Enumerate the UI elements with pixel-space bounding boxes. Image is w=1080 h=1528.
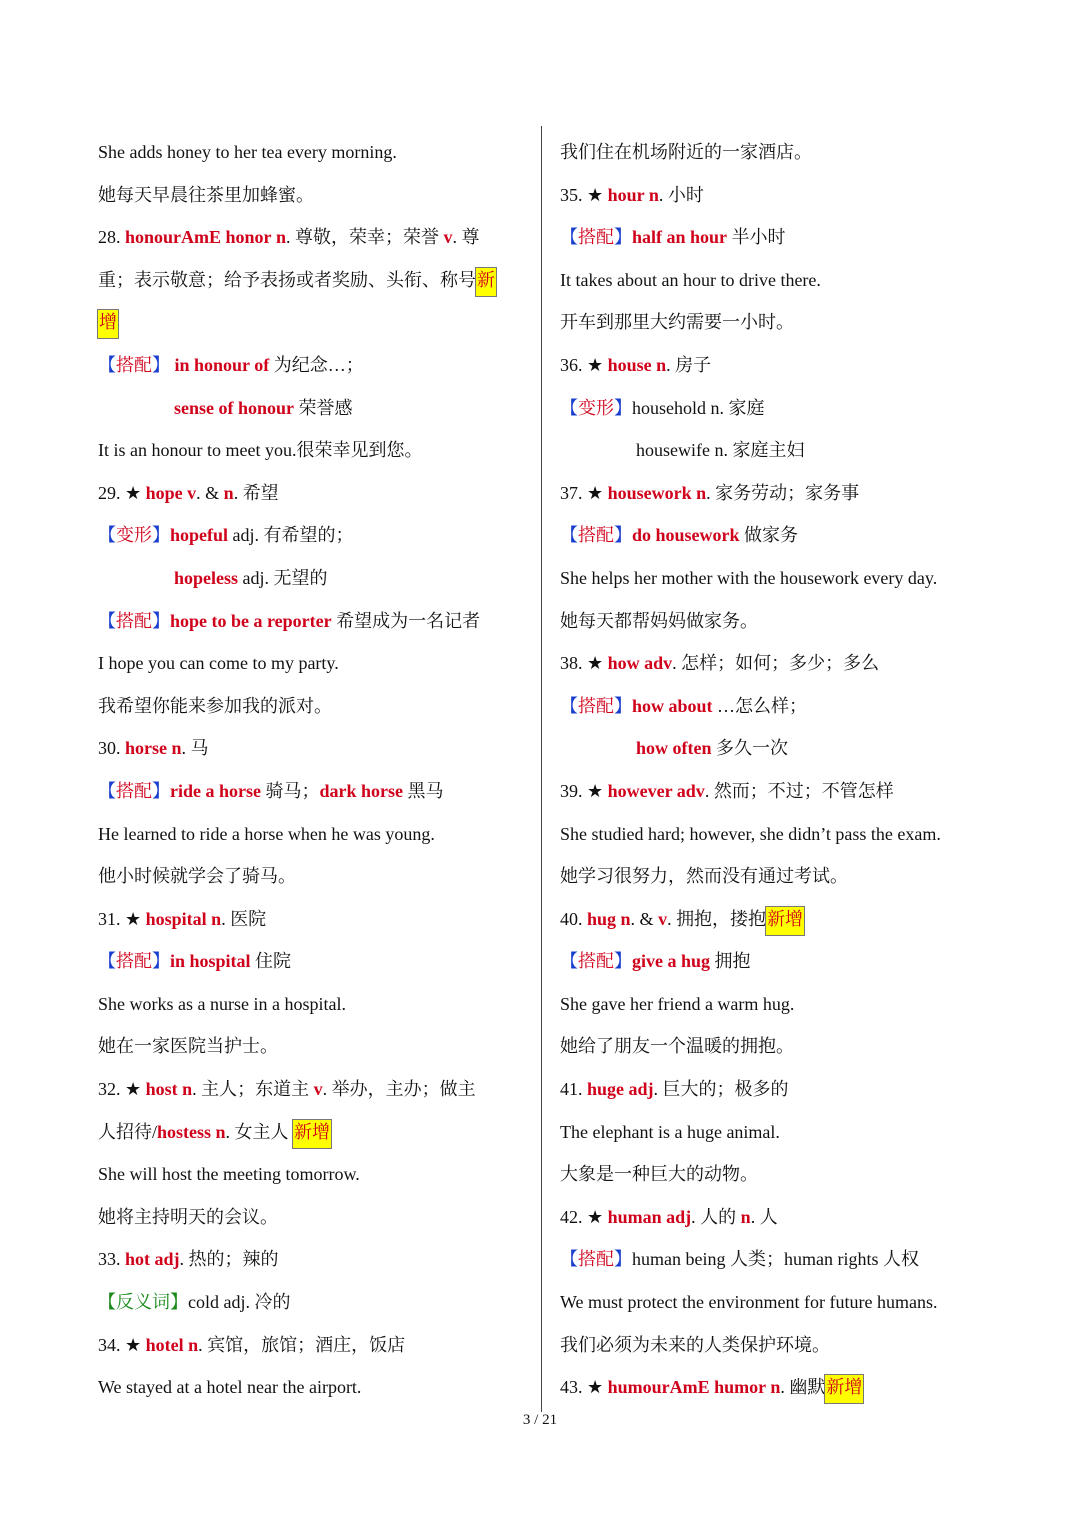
entry-28: 28. honourAmE honor n. 尊敬，荣幸；荣誉 v. 尊 [98, 227, 480, 248]
headword: however adv [607, 780, 705, 801]
collocation: 【搭配】how about …怎么样； [560, 695, 808, 716]
example-sentence: She adds honey to her tea every morning. [98, 142, 397, 162]
entry-28-cont2 [98, 301, 526, 344]
collocation: 【搭配】human being 人类；human rights 人权 [560, 1249, 919, 1270]
example-translation: 大象是一种巨大的动物。 [560, 1164, 758, 1185]
new-badge: 新 [476, 268, 496, 296]
collocation: 【搭配】in hospital 住院 [98, 951, 292, 972]
entry-42: 42. ★ human adj. 人的 n. 人 [560, 1206, 778, 1227]
headword: horse n [125, 738, 182, 759]
example-sentence: It is an honour to meet you.很荣幸见到您。 [98, 440, 423, 461]
headword: hospital n [145, 908, 222, 929]
variant: hopeless adj. 无望的 [174, 567, 328, 588]
example-sentence: She will host the meeting tomorrow. [98, 1164, 360, 1185]
example-translation: 她给了朋友一个温暖的拥抱。 [560, 1036, 794, 1057]
example-sentence: I hope you can come to my party. [98, 653, 339, 674]
entry-31: 31. ★ hospital n. 医院 [98, 908, 267, 929]
collocation: 【搭配】ride a horse 骑马；dark horse 黑马 [98, 780, 444, 801]
example-translation: 我希望你能来参加我的派对。 [98, 695, 332, 716]
example-translation: 她学习很努力，然而没有通过考试。 [560, 866, 848, 887]
headword: hour n [607, 184, 659, 205]
variant: 【变形】hopeful adj. 有希望的； [98, 525, 354, 546]
entry-43: 43. ★ humourAmE humor n. 幽默新增 [560, 1366, 1000, 1409]
headword: huge adj [587, 1079, 654, 1100]
headword: house n [607, 354, 667, 375]
entry-30: 30. horse n. 马 [98, 738, 209, 759]
example-sentence: She studied hard; however, she didn’t pass the exam. [560, 823, 941, 844]
new-badge: 新增 [825, 1375, 863, 1403]
collocation: 【搭配】half an hour 半小时 [560, 227, 786, 248]
new-badge: 新增 [293, 1120, 331, 1148]
example-translation: 她在一家医院当护士。 [98, 1036, 278, 1057]
example-translation: 他小时候就学会了骑马。 [98, 866, 296, 887]
collocation: how often 多久一次 [636, 738, 788, 759]
entry-37: 37. ★ housework n. 家务劳动；家务事 [560, 482, 860, 503]
headword: hot adj [125, 1249, 180, 1270]
entry-38: 38. ★ how adv. 怎样；如何；多少；多么 [560, 653, 880, 674]
entry-28-cont: 重；表示敬意；给予表扬或者奖励、头衔、称号新 [98, 259, 526, 302]
right-column [560, 131, 1000, 1409]
headword: human adj [607, 1206, 692, 1227]
new-badge: 增 [98, 310, 118, 338]
column-divider [541, 126, 542, 1412]
collocation: 【搭配】hope to be a reporter 希望成为一名记者 [98, 610, 481, 631]
example-sentence: The elephant is a huge animal. [560, 1121, 780, 1142]
entry-32-cont: 人招待/hostess n. 女主人 新增 [98, 1111, 526, 1154]
entry-35: 35. ★ hour n. 小时 [560, 184, 704, 205]
variant: housewife n. 家庭主妇 [636, 440, 805, 461]
entry-32: 32. ★ host n. 主人；东道主 v. 举办，主办；做主 [98, 1079, 476, 1100]
antonym: 【反义词】cold adj. 冷的 [98, 1292, 291, 1313]
entry-40: 40. hug n. & v. 拥抱，搂抱新增 [560, 898, 1000, 941]
headword: hope v [145, 482, 197, 503]
collocation: 【搭配】give a hug 拥抱 [560, 951, 751, 972]
headword: housework n [607, 482, 707, 503]
page-number: 3 / 21 [522, 1412, 558, 1428]
left-column [98, 131, 526, 1409]
headword: humourAmE humor n [607, 1377, 781, 1398]
headword: host n [145, 1079, 193, 1100]
example-translation: 她将主持明天的会议。 [98, 1206, 278, 1227]
entry-36: 36. ★ house n. 房子 [560, 354, 712, 375]
example-sentence: We must protect the environment for future humans. [560, 1292, 938, 1313]
example-sentence: We stayed at a hotel near the airport. [98, 1377, 362, 1398]
example-translation: 她每天都帮妈妈做家务。 [560, 610, 758, 631]
entry-39: 39. ★ however adv. 然而；不过；不管怎样 [560, 780, 894, 801]
collocation: 【搭配】do housework 做家务 [560, 525, 799, 546]
collocation: 【搭配】 in honour of 为纪念…； [98, 354, 364, 375]
example-sentence: He learned to ride a horse when he was young. [98, 823, 435, 844]
entry-41: 41. huge adj. 巨大的；极多的 [560, 1079, 789, 1100]
headword: hug n [587, 908, 631, 929]
headword: honourAmE honor [125, 227, 272, 248]
variant: 【变形】household n. 家庭 [560, 397, 765, 418]
collocation: sense of honour 荣誉感 [174, 397, 353, 418]
entry-34: 34. ★ hotel n. 宾馆，旅馆；酒庄，饭店 [98, 1334, 406, 1355]
example-translation: 开车到那里大约需要一小时。 [560, 312, 794, 333]
example-sentence: She gave her friend a warm hug. [560, 993, 795, 1014]
headword: how adv [607, 653, 673, 674]
entry-33: 33. hot adj. 热的；辣的 [98, 1249, 279, 1270]
example-sentence: She works as a nurse in a hospital. [98, 993, 346, 1014]
headword: hotel n [145, 1334, 199, 1355]
example-translation: 我们住在机场附近的一家酒店。 [560, 142, 812, 162]
new-badge: 新增 [766, 907, 804, 935]
example-sentence: It takes about an hour to drive there. [560, 269, 821, 290]
example-translation: 我们必须为未来的人类保护环境。 [560, 1334, 830, 1355]
example-translation: 她每天早晨往茶里加蜂蜜。 [98, 184, 314, 205]
example-sentence: She helps her mother with the housework every day. [560, 567, 938, 588]
entry-29: 29. ★ hope v. & n. 希望 [98, 482, 279, 503]
